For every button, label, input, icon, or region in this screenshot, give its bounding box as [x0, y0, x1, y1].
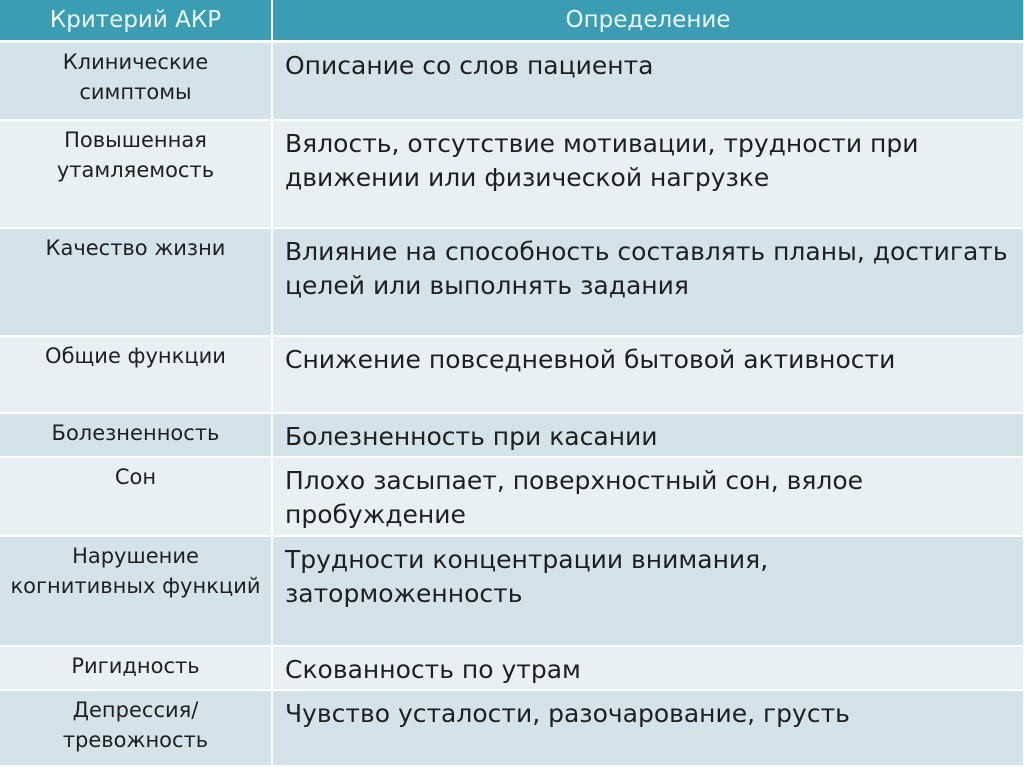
table-row [0, 42, 1024, 120]
definition-cell: Влияние на способность составлять планы, достигать целей или выполнять задания [272, 228, 1024, 336]
criterion-cell: Нарушение когнитивных функций [0, 536, 272, 646]
definition-cell: Чувство усталости, разочарование, грусть [272, 690, 1024, 766]
definition-cell: Вялость, отсутствие мотивации, трудности при движении или физической нагрузке [272, 120, 1024, 228]
header-row [0, 0, 1024, 42]
definition-cell: Трудности концентрации внимания, заторможенность [272, 536, 1024, 646]
table-row [0, 457, 1024, 536]
definition-cell: Описание со слов пациента [272, 42, 1024, 120]
criterion-cell: Болезненность [0, 413, 272, 457]
criterion-cell: Качество жизни [0, 228, 272, 336]
table-row [0, 228, 1024, 336]
criterion-cell: Депрессия/тревожность [0, 690, 272, 766]
table-row [0, 336, 1024, 413]
definition-cell: Скованность по утрам [272, 646, 1024, 690]
table-row [0, 690, 1024, 766]
criterion-cell: Клинические симптомы [0, 42, 272, 120]
header-definition: Определение [272, 0, 1024, 42]
table-row [0, 120, 1024, 228]
criterion-cell: Ригидность [0, 646, 272, 690]
criterion-cell: Повышенная утамляемость [0, 120, 272, 228]
criterion-cell: Общие функции [0, 336, 272, 413]
criterion-cell: Сон [0, 457, 272, 536]
header-criterion: Критерий АКР [0, 0, 272, 42]
table-row [0, 646, 1024, 690]
definition-cell: Болезненность при касании [272, 413, 1024, 457]
definition-cell: Плохо засыпает, поверхностный сон, вялое пробуждение [272, 457, 1024, 536]
table-row [0, 413, 1024, 457]
definition-cell: Снижение повседневной бытовой активности [272, 336, 1024, 413]
table-row [0, 536, 1024, 646]
